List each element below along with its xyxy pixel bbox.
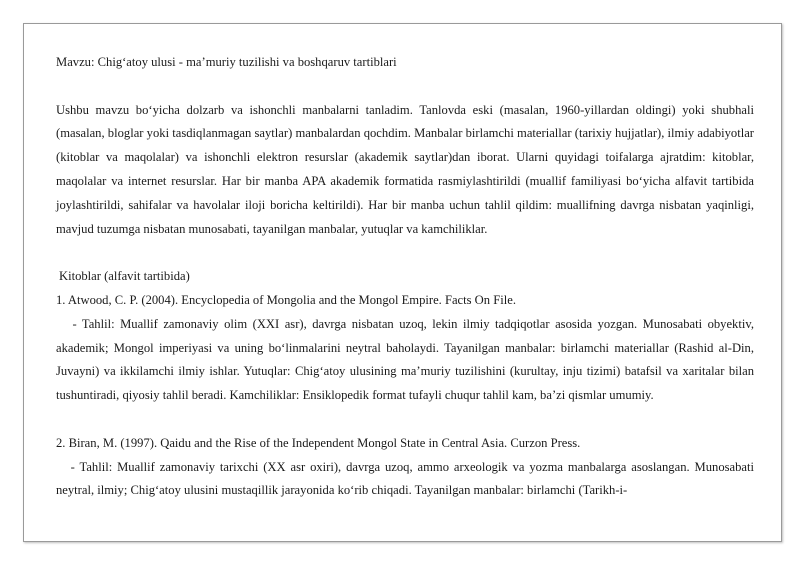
entry-1-citation: 1. Atwood, C. P. (2004). Encyclopedia of Mongolia and the Mongol Empire. Facts On File. [56,292,516,307]
intro-paragraph: Ushbu mavzu bo‘yicha dolzarb va ishonchli manbalarni tanladim. Tanlovda eski (masalan, 1960-yillardan oldingi) yoki shubhali (masalan, bloglar yoki tasdiqlanmagan saytlar) manbalardan qochdim. Manbalar birlamchi materiallar (tarixiy hujjatlar), ilmiy adabiyotlar (kitoblar va maqolalar) va ishonchli elektron resurslar (akademik saytlar)dan iborat. Ularni quyidagi toifalarga ajratdim: kitoblar, maqolalar va internet resurslar. Har bir manba APA akademik formatida rasmiylashtirildi (muallif familiyasi bo‘yicha alfavit tartibida joylashtirildi, sahifalar va havolalar iloji boricha keltirildi). Har bir manba uchun tahlil qildim: muallifning davrga nisbatan yaqinligi, mavjud tuzumga nisbatan munosabati, tayanilgan manbalar, yutuqlar va kamchiliklar. [56,102,754,236]
document-page [23,23,782,542]
entry-1-analysis-text: - Tahlil: Muallif zamonaviy olim (XXI asr), davrga nisbatan uzoq, lekin ilmiy tadqiqotlar asosida yozgan. Munosabati obyektiv, akademik; Mongol imperiyasi va uning bo‘linmalarini neytral baholaydi. Tayanilgan manbalar: birlamchi materiallar (Rashid al-Din, Juvayni) va ikkilamchi ilmiy ishlar. Yutuqlar: Chig‘atoy ulusining ma’muriy tuzilishini (kurultay, inju tizimi) batafsil va xaritalar bilan tushuntiradi, qiyosiy tahlil beradi. Kamchiliklar: Ensiklopedik format tufayli chuqur tahlil kam, ba’zi qismlar umumiy. [56,316,754,403]
entry-2-analysis-text: - Tahlil: Muallif zamonaviy tarixchi (XX asr oxiri), davrga uzoq, ammo arxeologik va yozma manbalarga asoslangan. Munosabati neytral, ilmiy; Chig‘atoy ulusini mustaqillik jarayonida ko‘rib chiqadi. Tayanilgan manbalar: birlamchi (Tarikh-i- [56,459,754,498]
entry-2-citation: 2. Biran, M. (1997). Qaidu and the Rise of the Independent Mongol State in Central Asia. Curzon Press. [56,435,581,450]
section-heading: Kitoblar (alfavit tartibida) [59,269,190,284]
spacer [56,75,754,99]
spacer [56,241,754,265]
document-body [56,51,754,503]
spacer [56,408,754,432]
entry-2-analysis [56,456,754,504]
topic-line: Mavzu: Chig‘atoy ulusi - ma’muriy tuzilishi va boshqaruv tartiblari [56,55,397,69]
entry-1-analysis [56,313,754,408]
